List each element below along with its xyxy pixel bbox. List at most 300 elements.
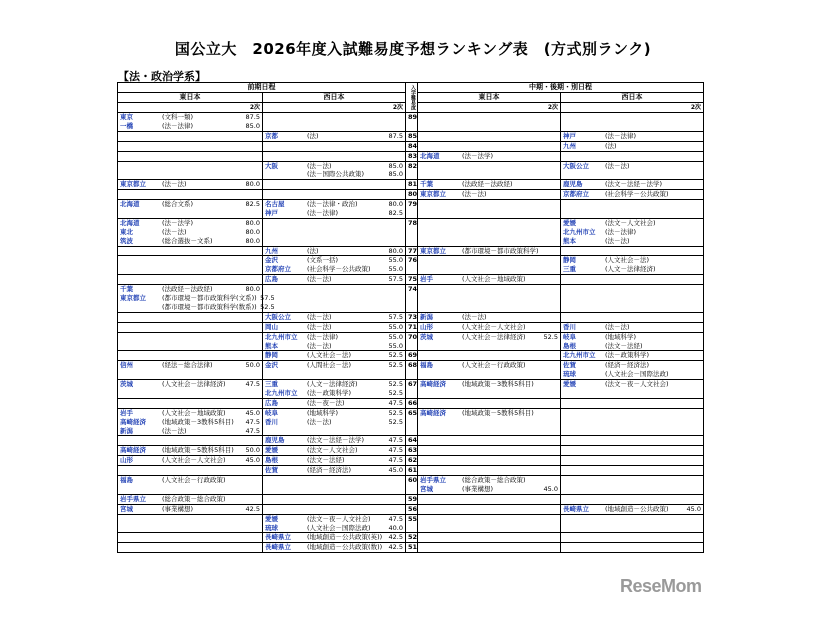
difficulty-value: 80 bbox=[406, 190, 418, 200]
faculty-name: (人文社会－行政政策) bbox=[462, 361, 526, 370]
zenki-east-cell bbox=[118, 190, 263, 200]
table-row bbox=[118, 504, 704, 514]
zenki-east-cell bbox=[118, 408, 263, 436]
zenki-east-cell bbox=[118, 533, 263, 543]
university-name: 東北 bbox=[120, 227, 133, 236]
table-row bbox=[118, 456, 704, 466]
score-value bbox=[683, 162, 701, 171]
score-value bbox=[683, 361, 701, 370]
university-name: 九州 bbox=[265, 246, 278, 255]
ranking-entry bbox=[120, 200, 260, 209]
ranking-entry bbox=[563, 256, 701, 265]
faculty-name: (事業構想) bbox=[462, 484, 494, 493]
difficulty-value: 70 bbox=[406, 332, 418, 351]
west-header: 西日本 bbox=[561, 93, 704, 103]
ranking-entry bbox=[120, 285, 260, 294]
faculty-name: (人文社会－国際法政) bbox=[307, 523, 371, 532]
faculty-name: (法文－人文社会) bbox=[605, 218, 656, 227]
university-name: 島根 bbox=[265, 456, 278, 465]
faculty-name: (法) bbox=[605, 141, 617, 150]
chuki-west-cell bbox=[561, 113, 704, 132]
faculty-name: (法政経－法政経) bbox=[162, 285, 213, 294]
score-value bbox=[540, 275, 558, 284]
chuki-east-cell bbox=[418, 113, 561, 132]
table-row bbox=[118, 256, 704, 275]
faculty-name: (人間社会－法) bbox=[307, 361, 352, 370]
difficulty-value: 77 bbox=[406, 246, 418, 256]
university-name: 福島 bbox=[420, 361, 433, 370]
score-value bbox=[683, 132, 701, 141]
ranking-entry bbox=[265, 247, 403, 256]
faculty-name: (法－法) bbox=[605, 322, 630, 331]
ranking-table bbox=[117, 82, 703, 553]
score-value: 40.0 bbox=[388, 523, 403, 532]
table-row bbox=[118, 543, 704, 553]
ranking-entry bbox=[420, 380, 558, 389]
score-value bbox=[540, 152, 558, 161]
ranking-entry bbox=[265, 209, 403, 218]
score-value: 47.5 bbox=[388, 436, 403, 445]
chuki-west-cell bbox=[561, 398, 704, 408]
university-name: 長崎県立 bbox=[265, 543, 291, 552]
score-value: 42.5 bbox=[388, 533, 403, 542]
page-title: 国公立大 2026年度入試難易度予想ランキング表 (方式別ランク) bbox=[174, 40, 652, 58]
ranking-entry bbox=[420, 313, 558, 322]
zenki-west-cell bbox=[263, 494, 406, 504]
zenki-west-cell bbox=[263, 180, 406, 190]
ranking-entry bbox=[420, 275, 558, 284]
ranking-entry bbox=[265, 399, 403, 408]
score-value bbox=[540, 180, 558, 189]
faculty-name: (法－法律) bbox=[605, 131, 637, 140]
ranking-entry bbox=[265, 313, 403, 322]
chuki-west-cell bbox=[561, 256, 704, 275]
chuki-header: 中期・後期・別日程 bbox=[418, 83, 704, 93]
score-value bbox=[540, 476, 558, 485]
university-name: 高崎経済 bbox=[420, 408, 446, 417]
ranking-entry bbox=[265, 275, 403, 284]
faculty-name: (人文社会－人文社会) bbox=[162, 456, 226, 465]
table-row bbox=[118, 180, 704, 190]
score-value: 57.5 bbox=[388, 312, 403, 321]
zenki-east-cell bbox=[118, 161, 263, 180]
university-name: 京都府立 bbox=[563, 190, 589, 199]
chuki-east-cell bbox=[418, 161, 561, 180]
zenki-east-cell bbox=[118, 494, 263, 504]
zenki-west-cell bbox=[263, 361, 406, 380]
score-value: 80.0 bbox=[245, 236, 260, 245]
ranking-entry bbox=[265, 265, 403, 274]
faculty-name: (人文社会－人文社会) bbox=[462, 322, 526, 331]
zenki-east-cell bbox=[118, 332, 263, 351]
score-value: 80.0 bbox=[388, 200, 403, 209]
score-value: 47.5 bbox=[388, 514, 403, 523]
chuki-east-cell bbox=[418, 466, 561, 476]
university-name: 筑波 bbox=[120, 236, 133, 245]
chuki-west-cell bbox=[561, 408, 704, 436]
university-name: 山形 bbox=[420, 322, 433, 331]
difficulty-value: 78 bbox=[406, 218, 418, 246]
faculty-name: (法政経－法政経) bbox=[462, 180, 513, 189]
faculty-name: (法－法) bbox=[307, 161, 332, 170]
table-row bbox=[118, 246, 704, 256]
score-value: 52.5 bbox=[388, 417, 403, 426]
niji-label: 2次 bbox=[118, 103, 263, 113]
university-name: 岐阜 bbox=[563, 332, 576, 341]
university-name: 大阪公立 bbox=[265, 312, 291, 321]
faculty-name: (地域政策－3教科5科目) bbox=[162, 417, 234, 426]
university-name: 千葉 bbox=[420, 180, 433, 189]
zenki-west-cell bbox=[263, 285, 406, 313]
score-value: 52.5 bbox=[388, 351, 403, 360]
zenki-east-cell bbox=[118, 322, 263, 332]
university-name: 福島 bbox=[120, 476, 133, 485]
score-value: 55.0 bbox=[388, 265, 403, 274]
chuki-east-cell bbox=[418, 494, 561, 504]
score-value bbox=[242, 476, 260, 485]
chuki-east-cell bbox=[418, 436, 561, 446]
faculty-name: (法文－人文社会) bbox=[307, 446, 358, 455]
chuki-west-cell bbox=[561, 190, 704, 200]
faculty-name: (経済－経済法) bbox=[307, 466, 352, 475]
university-name: 北海道 bbox=[120, 218, 140, 227]
ranking-entry bbox=[265, 333, 403, 342]
table-row bbox=[118, 322, 704, 332]
chuki-east-cell bbox=[418, 456, 561, 466]
score-value: 45.0 bbox=[245, 456, 260, 465]
score-value: 55.0 bbox=[388, 341, 403, 350]
difficulty-value: 55 bbox=[406, 514, 418, 533]
ranking-entry bbox=[563, 142, 701, 151]
table-row bbox=[118, 351, 704, 361]
faculty-name: (法文－夜－人文社会) bbox=[605, 380, 669, 389]
niji-label: 2次 bbox=[418, 103, 561, 113]
chuki-west-cell bbox=[561, 180, 704, 190]
faculty-name: (法－法学) bbox=[462, 151, 494, 160]
university-name: 名古屋 bbox=[265, 200, 285, 209]
score-value: 87.5 bbox=[245, 113, 260, 121]
chuki-west-cell bbox=[561, 456, 704, 466]
university-name: 北九州市立 bbox=[563, 351, 596, 360]
university-name: 京都 bbox=[265, 131, 278, 140]
ranking-entry bbox=[120, 495, 260, 504]
zenki-west-cell bbox=[263, 543, 406, 553]
chuki-west-cell bbox=[561, 543, 704, 553]
difficulty-value: 51 bbox=[406, 543, 418, 553]
table-row bbox=[118, 200, 704, 219]
score-value: 52.5 bbox=[388, 408, 403, 417]
ranking-entry bbox=[420, 323, 558, 332]
faculty-name: (法文－法経) bbox=[307, 456, 345, 465]
chuki-east-cell bbox=[418, 141, 561, 151]
difficulty-value: 66 bbox=[406, 398, 418, 408]
university-name: 岐阜 bbox=[265, 408, 278, 417]
chuki-east-cell bbox=[418, 131, 561, 141]
ranking-entry bbox=[420, 333, 558, 342]
score-value: 47.5 bbox=[245, 417, 260, 426]
chuki-east-cell bbox=[418, 151, 561, 161]
faculty-name: (経法－総合法律) bbox=[162, 361, 213, 370]
east-header: 東日本 bbox=[118, 93, 263, 103]
zenki-west-cell bbox=[263, 151, 406, 161]
zenki-west-cell bbox=[263, 275, 406, 285]
zenki-west-cell bbox=[263, 514, 406, 533]
university-name: 岩手 bbox=[420, 275, 433, 284]
university-name: 香川 bbox=[563, 322, 576, 331]
score-value: 50.0 bbox=[245, 361, 260, 370]
chuki-east-cell bbox=[418, 332, 561, 351]
ranking-entry bbox=[120, 113, 260, 122]
chuki-east-cell bbox=[418, 218, 561, 246]
table-row bbox=[118, 161, 704, 180]
university-name: 三重 bbox=[265, 380, 278, 389]
difficulty-value: 73 bbox=[406, 312, 418, 322]
ranking-entry bbox=[120, 294, 275, 303]
difficulty-value: 62 bbox=[406, 456, 418, 466]
faculty-name: (人文社会－行政政策) bbox=[162, 476, 226, 485]
score-value: 52.5 bbox=[388, 361, 403, 370]
ranking-entry bbox=[265, 200, 403, 209]
university-name: 京都府立 bbox=[265, 265, 291, 274]
faculty-name: (法－夜－法) bbox=[307, 398, 345, 407]
score-value bbox=[683, 323, 701, 332]
table-row bbox=[118, 476, 704, 495]
score-value bbox=[540, 190, 558, 199]
zenki-west-cell bbox=[263, 436, 406, 446]
score-value: 45.0 bbox=[245, 408, 260, 417]
ranking-entry bbox=[120, 505, 260, 514]
score-value: 82.5 bbox=[388, 208, 403, 217]
difficulty-value: 61 bbox=[406, 466, 418, 476]
chuki-east-cell bbox=[418, 408, 561, 436]
ranking-entry bbox=[563, 370, 701, 379]
difficulty-value: 68 bbox=[406, 361, 418, 380]
ranking-entry bbox=[563, 323, 701, 332]
table-row bbox=[118, 514, 704, 533]
chuki-west-cell bbox=[561, 476, 704, 495]
niji-label: 2次 bbox=[561, 103, 704, 113]
difficulty-header: 入学難易度 bbox=[406, 83, 418, 113]
ranking-entry bbox=[420, 361, 558, 370]
zenki-east-cell bbox=[118, 476, 263, 495]
score-value bbox=[540, 361, 558, 370]
score-value: 42.5 bbox=[388, 543, 403, 552]
faculty-name: (人文社会－法) bbox=[307, 351, 352, 360]
ranking-entry bbox=[120, 228, 260, 237]
section-label: 【法・政治学系】 bbox=[118, 70, 206, 83]
university-name: 愛媛 bbox=[265, 514, 278, 523]
table-row bbox=[118, 190, 704, 200]
ranking-entry bbox=[120, 380, 260, 389]
zenki-west-cell bbox=[263, 246, 406, 256]
score-value bbox=[683, 342, 701, 351]
score-value bbox=[540, 313, 558, 322]
faculty-name: (法文－法経) bbox=[605, 341, 643, 350]
university-name: 宮城 bbox=[120, 504, 133, 513]
zenki-east-cell bbox=[118, 256, 263, 275]
faculty-name: (法－法) bbox=[462, 190, 487, 199]
university-name: 神戸 bbox=[265, 208, 278, 217]
score-value bbox=[540, 247, 558, 256]
zenki-east-cell bbox=[118, 380, 263, 399]
university-name: 東京都立 bbox=[420, 190, 446, 199]
faculty-name: (人文社会－国際法政) bbox=[605, 370, 669, 379]
zenki-east-cell bbox=[118, 275, 263, 285]
university-name: 岩手県立 bbox=[120, 494, 146, 503]
faculty-name: (法) bbox=[307, 246, 319, 255]
ranking-entry bbox=[420, 476, 558, 485]
faculty-name: (法－法) bbox=[307, 312, 332, 321]
score-value: 55.0 bbox=[388, 256, 403, 265]
chuki-west-cell bbox=[561, 494, 704, 504]
faculty-name: (地域科学) bbox=[605, 332, 637, 341]
score-value: 80.0 bbox=[245, 227, 260, 236]
ranking-entry bbox=[120, 302, 275, 312]
faculty-name: (地域創造－公共政策) bbox=[605, 504, 669, 513]
score-value: 85.0 bbox=[388, 161, 403, 170]
score-value: 80.0 bbox=[245, 180, 260, 189]
chuki-east-cell bbox=[418, 256, 561, 275]
university-name: 東京都立 bbox=[120, 180, 146, 189]
zenki-east-cell bbox=[118, 113, 263, 132]
chuki-east-cell bbox=[418, 504, 561, 514]
faculty-name: (都市環境－都市政策科学(文系)) bbox=[162, 294, 257, 303]
table-row bbox=[118, 312, 704, 322]
zenki-west-cell bbox=[263, 113, 406, 132]
zenki-west-cell bbox=[263, 131, 406, 141]
score-value bbox=[683, 380, 701, 389]
university-name: 北九州市立 bbox=[563, 227, 596, 236]
score-value bbox=[683, 333, 701, 342]
faculty-name: (法－政策科学) bbox=[605, 351, 650, 360]
zenki-east-cell bbox=[118, 200, 263, 219]
zenki-west-cell bbox=[263, 141, 406, 151]
chuki-west-cell bbox=[561, 436, 704, 446]
difficulty-value: 64 bbox=[406, 436, 418, 446]
university-name: 一橋 bbox=[120, 121, 133, 130]
chuki-west-cell bbox=[561, 246, 704, 256]
east-header: 東日本 bbox=[418, 93, 561, 103]
ranking-entry bbox=[265, 418, 403, 427]
resemom-logo: ReseMom bbox=[620, 576, 702, 596]
faculty-name: (法－法) bbox=[605, 236, 630, 245]
zenki-west-cell bbox=[263, 322, 406, 332]
university-name: 熊本 bbox=[265, 341, 278, 350]
chuki-west-cell bbox=[561, 151, 704, 161]
university-name: 大阪公立 bbox=[563, 161, 589, 170]
university-name: 新潟 bbox=[420, 312, 433, 321]
faculty-name: (法) bbox=[307, 131, 319, 140]
university-name: 東京 bbox=[120, 113, 133, 121]
score-value: 45.0 bbox=[388, 466, 403, 475]
score-value bbox=[540, 409, 558, 418]
ranking-entry bbox=[563, 333, 701, 342]
difficulty-value: 60 bbox=[406, 476, 418, 495]
ranking-entry bbox=[563, 237, 701, 246]
table-row bbox=[118, 533, 704, 543]
score-value bbox=[683, 142, 701, 151]
zenki-east-cell bbox=[118, 312, 263, 322]
ranking-entry bbox=[563, 228, 701, 237]
chuki-west-cell bbox=[561, 533, 704, 543]
university-name: 信州 bbox=[120, 361, 133, 370]
zenki-west-cell bbox=[263, 312, 406, 322]
zenki-east-cell bbox=[118, 543, 263, 553]
table-row bbox=[118, 494, 704, 504]
faculty-name: (法－政策科学) bbox=[307, 388, 352, 397]
score-value: 57.5 bbox=[260, 294, 275, 303]
difficulty-value: 76 bbox=[406, 256, 418, 275]
chuki-east-cell bbox=[418, 312, 561, 322]
zenki-header: 前期日程 bbox=[118, 83, 406, 93]
chuki-west-cell bbox=[561, 504, 704, 514]
university-name: 琉球 bbox=[265, 523, 278, 532]
ranking-entry bbox=[563, 162, 701, 171]
university-name: 金沢 bbox=[265, 256, 278, 265]
difficulty-value: 79 bbox=[406, 200, 418, 219]
ranking-entry bbox=[420, 190, 558, 199]
faculty-name: (法－法律) bbox=[307, 208, 339, 217]
university-name: 北九州市立 bbox=[265, 388, 298, 397]
chuki-east-cell bbox=[418, 533, 561, 543]
zenki-west-cell bbox=[263, 456, 406, 466]
table-row bbox=[118, 408, 704, 436]
university-name: 鹿児島 bbox=[563, 180, 583, 189]
zenki-west-cell bbox=[263, 446, 406, 456]
university-name: 山形 bbox=[120, 456, 133, 465]
ranking-entry bbox=[265, 132, 403, 141]
score-value bbox=[683, 351, 701, 360]
score-value: 80.0 bbox=[245, 218, 260, 227]
table-row bbox=[118, 275, 704, 285]
ranking-entry bbox=[563, 351, 701, 360]
university-name: 東京都立 bbox=[120, 294, 146, 303]
faculty-name: (都市環境－都市政策科学) bbox=[462, 246, 539, 255]
faculty-name: (法－国際公共政策) bbox=[307, 170, 365, 179]
zenki-east-cell bbox=[118, 246, 263, 256]
ranking-entry bbox=[120, 122, 260, 131]
university-name: 静岡 bbox=[265, 351, 278, 360]
score-value: 45.0 bbox=[543, 484, 558, 493]
university-name: 静岡 bbox=[563, 256, 576, 265]
university-name: 愛媛 bbox=[265, 446, 278, 455]
faculty-name: (法－法律) bbox=[605, 227, 637, 236]
faculty-name: (法－法) bbox=[307, 417, 332, 426]
difficulty-value: 67 bbox=[406, 380, 418, 399]
score-value bbox=[683, 237, 701, 246]
ranking-entry bbox=[265, 351, 403, 360]
score-value bbox=[540, 323, 558, 332]
ranking-entry bbox=[420, 247, 558, 256]
chuki-west-cell bbox=[561, 275, 704, 285]
table-row bbox=[118, 380, 704, 399]
university-name: 広島 bbox=[265, 398, 278, 407]
score-value bbox=[683, 265, 701, 274]
zenki-east-cell bbox=[118, 398, 263, 408]
faculty-name: (地域政策－5教科5科目) bbox=[462, 408, 534, 417]
chuki-east-cell bbox=[418, 246, 561, 256]
ranking-entry bbox=[265, 170, 403, 179]
ranking-entry bbox=[563, 219, 701, 228]
ranking-entry bbox=[265, 380, 403, 389]
table-row bbox=[118, 141, 704, 151]
zenki-west-cell bbox=[263, 190, 406, 200]
score-value: 55.0 bbox=[388, 322, 403, 331]
zenki-west-cell bbox=[263, 200, 406, 219]
chuki-east-cell bbox=[418, 285, 561, 313]
zenki-east-cell bbox=[118, 151, 263, 161]
university-name: 佐賀 bbox=[563, 361, 576, 370]
